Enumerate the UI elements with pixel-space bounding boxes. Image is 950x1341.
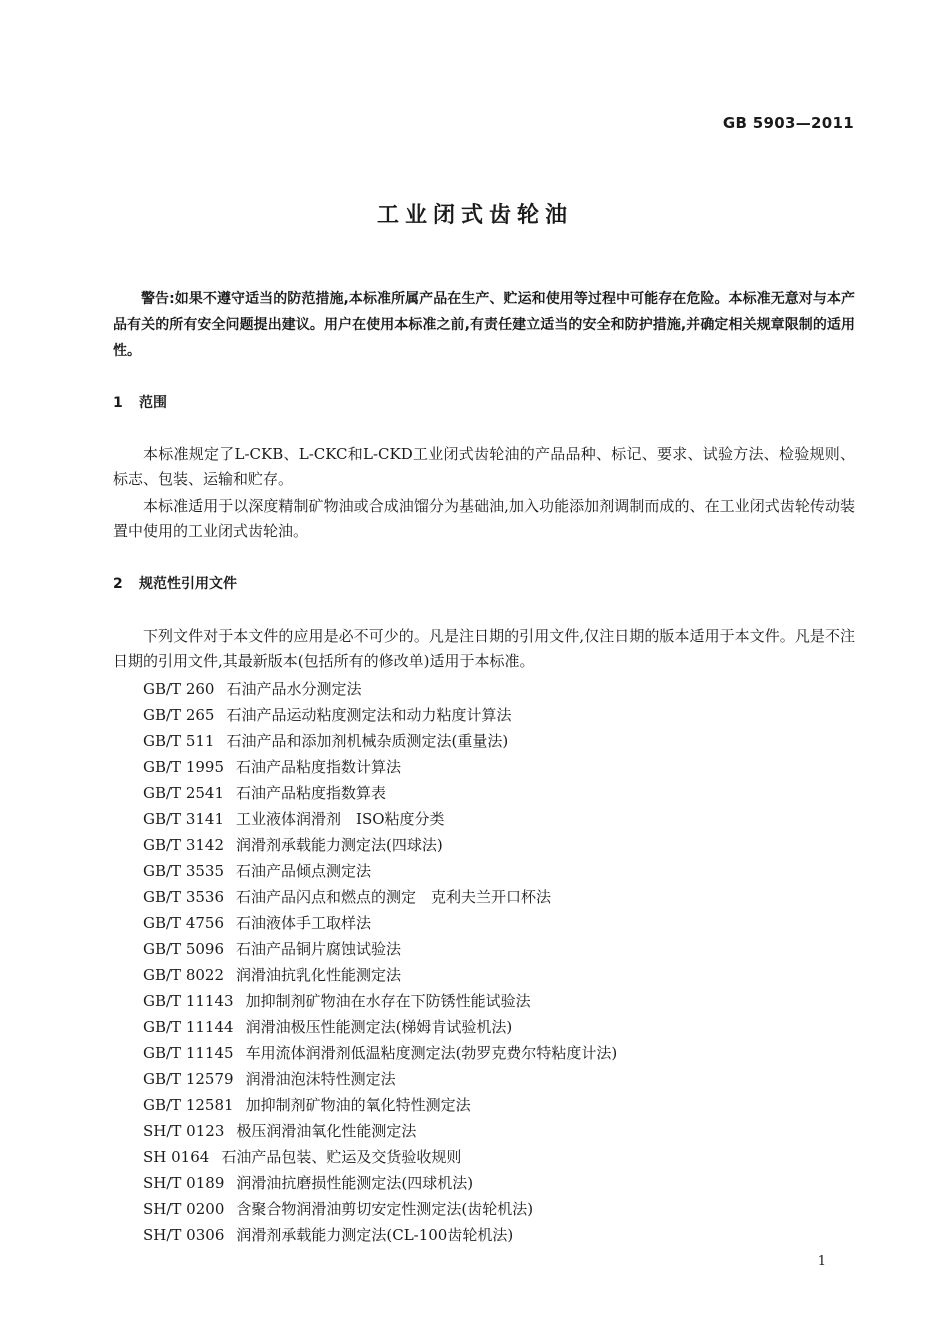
reference-title: 车用流体润滑剂低温粘度测定法(勃罗克费尔特粘度计法) [245, 1044, 618, 1062]
reference-code: GB/T 12581 [143, 1096, 234, 1114]
reference-code: GB/T 3536 [143, 888, 225, 906]
reference-list [143, 676, 617, 1248]
reference-code: GB/T 11143 [143, 992, 234, 1010]
reference-title: 石油产品水分测定法 [226, 680, 362, 698]
reference-title: 石油产品闪点和燃点的测定 克利夫兰开口杯法 [236, 888, 552, 906]
list-item [143, 1118, 617, 1144]
list-item [143, 1222, 617, 1248]
reference-code: GB/T 511 [143, 732, 215, 750]
list-item [143, 1014, 617, 1040]
reference-code: GB/T 3535 [143, 862, 225, 880]
reference-code: GB/T 3141 [143, 810, 225, 828]
reference-title: 石油产品倾点测定法 [236, 862, 372, 880]
section-number: 2 [113, 576, 123, 592]
reference-title: 石油液体手工取样法 [236, 914, 372, 932]
reference-code: GB/T 3142 [143, 836, 225, 854]
reference-title: 石油产品铜片腐蚀试验法 [236, 940, 402, 958]
reference-code: GB/T 260 [143, 680, 215, 698]
reference-code: GB/T 11145 [143, 1044, 234, 1062]
reference-title: 石油产品和添加剂机械杂质测定法(重量法) [226, 732, 509, 750]
standard-id: GB 5903—2011 [722, 114, 854, 132]
reference-title: 极压润滑油氧化性能测定法 [236, 1122, 417, 1140]
list-item [143, 1040, 617, 1066]
reference-title: 石油产品包装、贮运及交货验收规则 [221, 1148, 462, 1166]
reference-code: SH/T 0189 [143, 1174, 225, 1192]
warning-paragraph: 警告:如果不遵守适当的防范措施,本标准所属产品在生产、贮运和使用等过程中可能存在危险。本标准无意对与本产品有关的所有安全问题提出建议。用户在使用本标准之前,有责任建立适当的安全和防护措施,并确定相关规章限制的适用性。 [113, 291, 855, 359]
reference-code: SH/T 0306 [143, 1226, 225, 1244]
list-item [143, 884, 617, 910]
list-item [143, 676, 617, 702]
section-title: 规范性引用文件 [139, 576, 237, 592]
reference-code: GB/T 265 [143, 706, 215, 724]
reference-code: SH 0164 [143, 1148, 210, 1166]
reference-code: GB/T 4756 [143, 914, 225, 932]
list-item [143, 702, 617, 728]
reference-code: GB/T 1995 [143, 758, 225, 776]
section-number: 1 [113, 395, 123, 411]
reference-title: 润滑油极压性能测定法(梯姆肯试验机法) [245, 1018, 513, 1036]
reference-title: 润滑油抗磨损性能测定法(四球机法) [236, 1174, 474, 1192]
list-item [143, 754, 617, 780]
list-item [143, 1170, 617, 1196]
reference-title: 加抑制剂矿物油在水存在下防锈性能试验法 [245, 992, 531, 1010]
reference-title: 润滑油泡沫特性测定法 [245, 1070, 396, 1088]
reference-title: 工业液体润滑剂 ISO粘度分类 [236, 810, 445, 828]
section-heading-normative-references [113, 573, 237, 593]
list-item [143, 936, 617, 962]
list-item [143, 858, 617, 884]
reference-title: 石油产品粘度指数计算法 [236, 758, 402, 776]
reference-title: 润滑油抗乳化性能测定法 [236, 966, 402, 984]
references-intro-paragraph: 下列文件对于本文件的应用是必不可少的。凡是注日期的引用文件,仅注日期的版本适用于本文件。凡是不注日期的引用文件,其最新版本(包括所有的修改单)适用于本标准。 [113, 627, 855, 670]
reference-code: GB/T 5096 [143, 940, 225, 958]
document-title: 工业闭式齿轮油 [376, 203, 573, 228]
reference-title: 石油产品粘度指数算表 [236, 784, 387, 802]
section-title: 范围 [139, 395, 167, 411]
reference-title: 润滑剂承载能力测定法(CL-100齿轮机法) [236, 1226, 514, 1244]
reference-code: GB/T 12579 [143, 1070, 234, 1088]
list-item [143, 962, 617, 988]
scope-paragraph: 本标准适用于以深度精制矿物油或合成油馏分为基础油,加入功能添加剂调制而成的、在工业闭式齿轮传动装置中使用的工业闭式齿轮油。 [113, 497, 855, 540]
scope-paragraph: 本标准规定了L-CKB、L-CKC和L-CKD工业闭式齿轮油的产品品种、标记、要求、试验方法、检验规则、标志、包装、运输和贮存。 [113, 445, 855, 488]
list-item [143, 1092, 617, 1118]
reference-code: GB/T 11144 [143, 1018, 234, 1036]
list-item [143, 832, 617, 858]
list-item [143, 988, 617, 1014]
section-heading-scope [113, 392, 167, 412]
list-item [143, 780, 617, 806]
list-item [143, 728, 617, 754]
list-item [143, 910, 617, 936]
reference-code: SH/T 0123 [143, 1122, 225, 1140]
reference-title: 含聚合物润滑油剪切安定性测定法(齿轮机法) [236, 1200, 534, 1218]
list-item [143, 806, 617, 832]
reference-title: 加抑制剂矿物油的氧化特性测定法 [245, 1096, 471, 1114]
reference-code: GB/T 2541 [143, 784, 225, 802]
reference-code: GB/T 8022 [143, 966, 225, 984]
list-item [143, 1144, 617, 1170]
reference-title: 润滑剂承载能力测定法(四球法) [236, 836, 443, 854]
reference-title: 石油产品运动粘度测定法和动力粘度计算法 [226, 706, 512, 724]
list-item [143, 1196, 617, 1222]
list-item [143, 1066, 617, 1092]
page-number: 1 [817, 1254, 826, 1269]
reference-code: SH/T 0200 [143, 1200, 225, 1218]
